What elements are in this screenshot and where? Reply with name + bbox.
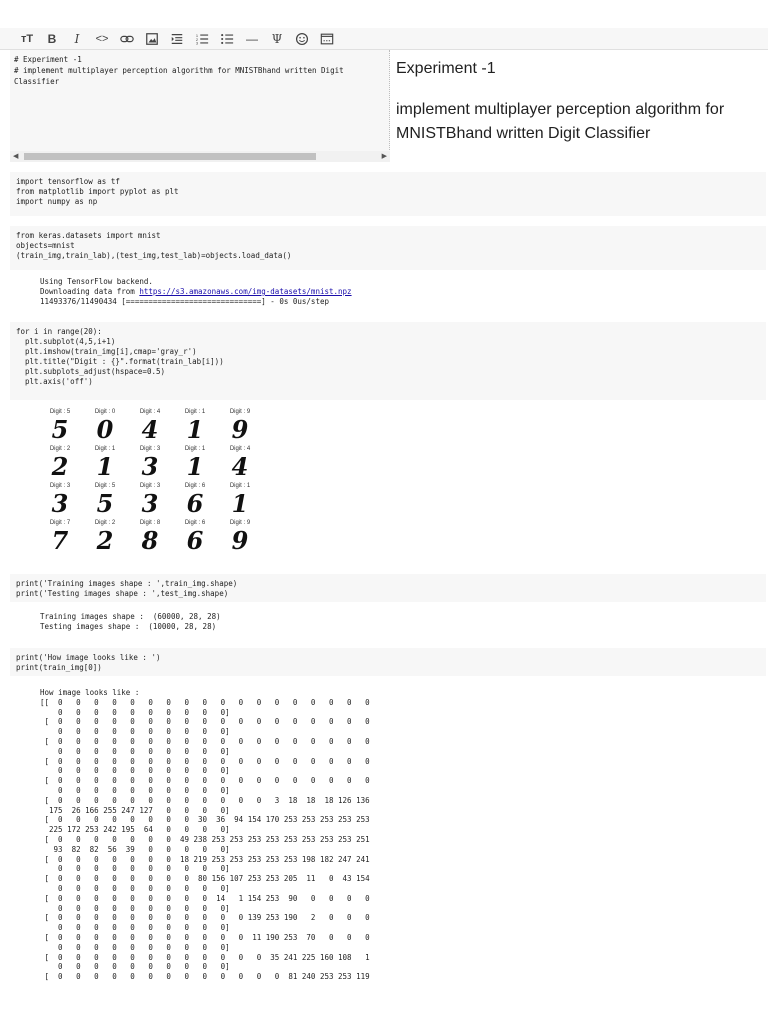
- digit-title: Digit : 3: [139, 446, 161, 452]
- digit-title: Digit : 3: [139, 483, 161, 489]
- code-plot-loop[interactable]: for i in range(20): plt.subplot(4,5,i+1) plt.imshow(train_img[i],cmap='gray_r') plt.title("Digit : {}".format(train_lab[i])) plt.subplots_adjust(hspace=0.5) plt.axis('off'): [16, 327, 224, 386]
- scroll-right-icon[interactable]: ▶: [381, 153, 387, 160]
- digit-image: 6: [186, 526, 204, 555]
- markdown-source[interactable]: # Experiment -1 # implement multiplayer perception algorithm for MNISTBhand written Digit Classifier: [14, 55, 344, 86]
- digit-image: 2: [51, 452, 69, 481]
- digit-title: Digit : 8: [139, 520, 161, 526]
- digit-title: Digit : 6: [184, 520, 206, 526]
- code-print-shapes[interactable]: print('Training images shape : ',train_img.shape) print('Testing images shape : ',test_img.shape): [16, 579, 238, 598]
- horizontal-rule-icon[interactable]: —: [246, 31, 258, 46]
- preview-heading: Experiment -1: [396, 60, 496, 77]
- svg-text:3: 3: [195, 40, 199, 46]
- digit-title: Digit : 4: [139, 409, 161, 415]
- code-cell-shapes[interactable]: [10, 574, 766, 602]
- digit-subplot: [40, 445, 80, 480]
- digit-image: 5: [96, 489, 114, 518]
- digit-subplot: [85, 482, 125, 517]
- bulleted-list-icon[interactable]: [216, 29, 238, 49]
- code-cell-print-image[interactable]: [10, 648, 766, 676]
- digit-title: Digit : 9: [229, 520, 251, 526]
- digits-figure: [40, 408, 270, 558]
- digit-image: 3: [141, 452, 159, 481]
- digit-title: Digit : 1: [229, 483, 251, 489]
- output-shapes: Training images shape : (60000, 28, 28) Testing images shape : (10000, 28, 28): [40, 612, 221, 631]
- digit-image: 1: [96, 452, 114, 481]
- italic-icon[interactable]: I: [74, 31, 80, 46]
- digit-title: Digit : 2: [49, 446, 71, 452]
- svg-text:2: 2: [195, 36, 199, 42]
- code-cell-load-data[interactable]: [10, 226, 766, 270]
- digit-image: 1: [186, 452, 204, 481]
- psi-icon[interactable]: Ψ: [271, 31, 283, 46]
- digit-subplot: [175, 445, 215, 480]
- digit-subplot: [40, 408, 80, 443]
- indent-icon[interactable]: [166, 29, 188, 49]
- digit-image: 4: [141, 415, 159, 444]
- digit-title: Digit : 4: [229, 446, 251, 452]
- text-cell[interactable]: [10, 50, 768, 162]
- digit-title: Digit : 2: [94, 520, 116, 526]
- preview-paragraph-line1: implement multiplayer perception algorithm for: [396, 101, 725, 118]
- digit-title: Digit : 1: [94, 446, 116, 452]
- digit-title: Digit : 3: [49, 483, 71, 489]
- markdown-toolbar: [0, 28, 768, 50]
- preview-paragraph-line2: MNISTBhand written Digit Classifier: [396, 125, 651, 142]
- code-print-image[interactable]: print('How image looks like : ') print(train_img[0]): [16, 653, 161, 672]
- digit-subplot: [220, 482, 260, 517]
- digit-title: Digit : 9: [229, 409, 251, 415]
- digit-subplot: [40, 482, 80, 517]
- scroll-left-icon[interactable]: ◀: [13, 153, 19, 160]
- digit-title: Digit : 5: [49, 409, 71, 415]
- output-backend-line: Using TensorFlow backend.: [40, 277, 153, 286]
- scrollbar-thumb[interactable]: [24, 153, 316, 160]
- output-download-prefix: Downloading data from: [40, 287, 140, 296]
- digit-subplot: [175, 519, 215, 554]
- image-icon[interactable]: [141, 29, 163, 49]
- emoji-icon[interactable]: [291, 29, 313, 49]
- digit-image: 4: [231, 452, 249, 481]
- code-cell-plot[interactable]: [10, 322, 766, 400]
- digit-subplot: [220, 519, 260, 554]
- dataset-url-link[interactable]: https://s3.amazonaws.com/img-datasets/mnist.npz: [139, 287, 352, 296]
- code-imports[interactable]: import tensorflow as tf from matplotlib import pyplot as plt import numpy as np: [16, 177, 179, 206]
- markdown-editor[interactable]: [10, 50, 390, 162]
- digit-subplot: [175, 408, 215, 443]
- preview-mode-icon[interactable]: [316, 29, 338, 49]
- digit-subplot: [130, 408, 170, 443]
- digit-image: 5: [51, 415, 69, 444]
- digit-subplot: [40, 519, 80, 554]
- digit-subplot: [130, 482, 170, 517]
- code-icon[interactable]: <>: [95, 32, 109, 45]
- digit-subplot: [220, 445, 260, 480]
- svg-text:1: 1: [195, 32, 199, 38]
- digit-title: Digit : 6: [184, 483, 206, 489]
- digit-image: 3: [141, 489, 159, 518]
- output-load-data: [40, 277, 352, 307]
- digit-image: 9: [231, 526, 249, 555]
- digit-subplot: [85, 408, 125, 443]
- output-progress-line: 11493376/11490434 [==============================] - 0s 0us/step: [40, 297, 329, 306]
- digit-subplot: [130, 445, 170, 480]
- digit-title: Digit : 1: [184, 409, 206, 415]
- digit-image: 8: [141, 526, 159, 555]
- numbered-list-icon[interactable]: [191, 29, 213, 49]
- digit-title: Digit : 0: [94, 409, 116, 415]
- markdown-preview: [390, 50, 760, 162]
- digit-subplot: [220, 408, 260, 443]
- digit-title: Digit : 5: [94, 483, 116, 489]
- digit-image: 0: [96, 415, 114, 444]
- bold-icon[interactable]: B: [47, 31, 57, 46]
- digit-image: 1: [231, 489, 249, 518]
- digit-image: 2: [96, 526, 114, 555]
- digit-title: Digit : 7: [49, 520, 71, 526]
- digit-title: Digit : 1: [184, 446, 206, 452]
- digit-image: 1: [186, 415, 204, 444]
- digit-image: 6: [186, 489, 204, 518]
- link-icon[interactable]: [116, 29, 138, 49]
- horizontal-scrollbar[interactable]: [10, 151, 390, 162]
- code-cell-imports[interactable]: [10, 172, 766, 216]
- digit-image: 3: [51, 489, 69, 518]
- output-image-array: How image looks like : [[ 0 0 0 0 0 0 0 0 0 0 0 0 0 0 0 0 0 0 0 0 0 0 0 0 0 0 0 0] [ 0 0 0 0 0 0 0 0 0 0 0 0 0 0 0 0 0 0 0 0 0 0 0 0 0 0 0 0] [ 0 0 0 0 0 0 0 0 0 0 0 0 0 0 0 0 0 0 0 0 0 0 0 0 0 0 0 0] [ 0 0 0 0 0 0 0 0 0 0 0 0 0 0 0 0 0 0 0 0 0 0 0 0 0 0 0 0] [ 0 0 0 0 0 0 0 0 0 0 0 0 0 0 0 0 0 0 0 0 0 0 0 0 0 0 0 0] [ 0 0 0 0 0 0 0 0 0 0 0 0 3 18 18 18 126 136 175 26 166 255 247 127 0 0 0 0] [ 0 0 0 0 0 0 0 0 30 36 94 154 170 253 253 253 253 253 225 172 253 242 195 64 0 0 0 0] [ 0 0 0 0 0 0 0 49 238 253 253 253 253 253 253 253 253 251 93 82 82 56 39 0 0 0 0 0] [ 0 0 0 0 0 0 0 18 219 253 253 253 253 253 198 182 247 241 0 0 0 0 0 0 0 0 0 0] [ 0 0 0 0 0 0 0 0 80 156 107 253 253 205 11 0 43 154 0 0 0 0 0 0 0 0 0 0] [ 0 0 0 0 0 0 0 0 0 14 1 154 253 90 0 0 0 0 0 0 0 0 0 0 0 0 0 0] [ 0 0 0 0 0 0 0 0 0 0 0 139 253 190 2 0 0 0 0 0 0 0 0 0 0 0 0 0] [ 0 0 0 0 0 0 0 0 0 0 0 11 190 253 70 0 0 0 0 0 0 0 0 0 0 0 0 0] [ 0 0 0 0 0 0 0 0 0 0 0 0 35 241 225 160 108 1 0 0 0 0 0 0 0 0 0 0] [ 0 0 0 0 0 0 0 0 0 0 0 0 0 81 240 253 253 119: [40, 688, 370, 982]
- digit-subplot: [85, 519, 125, 554]
- code-load-data[interactable]: from keras.datasets import mnist objects=mnist (train_img,train_lab),(test_img,test_lab)=objects.load_data(): [16, 231, 292, 260]
- digit-subplot: [175, 482, 215, 517]
- digit-subplot: [85, 445, 125, 480]
- digit-subplot: [130, 519, 170, 554]
- text-size-icon[interactable]: тT: [20, 32, 34, 45]
- digit-image: 9: [231, 415, 249, 444]
- digit-image: 7: [51, 526, 69, 555]
